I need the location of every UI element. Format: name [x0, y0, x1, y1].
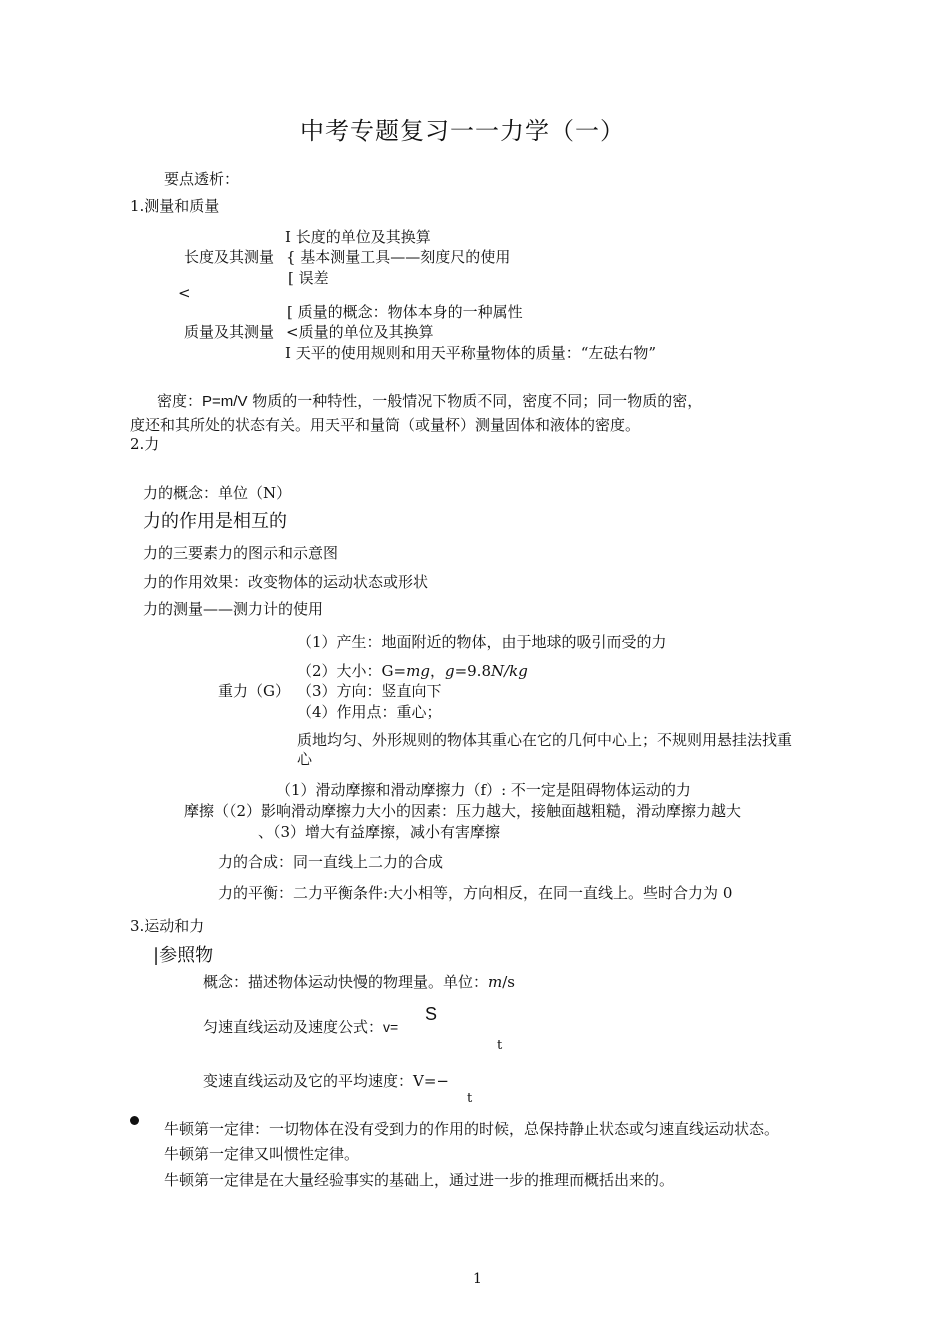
density-line: [157, 392, 702, 411]
speed-concept: [203, 973, 515, 991]
uniform-v: v=: [383, 1019, 399, 1035]
friction-item-3: 、（3）增大有益摩擦，减小有害摩擦: [258, 823, 501, 841]
variable-v: V=−: [413, 1072, 449, 1090]
variable-motion-label: 变速直线运动及它的平均速度：: [203, 1072, 414, 1090]
bullet-icon: [130, 1116, 139, 1125]
length-tool-item: { 基本测量工具——刻度尺的使用: [286, 248, 511, 266]
formula-unit: N/kg: [491, 662, 528, 680]
mass-unit-item: <质量的单位及其换算: [286, 323, 434, 341]
length-unit-item: I 长度的单位及其换算: [285, 228, 431, 246]
gravity-origin: （1）产生：地面附近的物体，由于地球的吸引而受的力: [297, 633, 667, 651]
section3-heading: 3.运动和力: [130, 917, 205, 935]
formula-t-1: t: [497, 1038, 503, 1053]
gravity-magnitude: [297, 662, 528, 680]
section1-heading: 1.测量和质量: [130, 197, 220, 215]
gravity-center-note-end: 心: [297, 750, 313, 768]
gravity-direction: （3）方向：竖直向下: [297, 682, 442, 700]
brace-mark: <: [178, 284, 191, 302]
force-balance: 力的平衡：二力平衡条件:大小相等，方向相反，在同一直线上。些时合力为 0: [218, 884, 733, 902]
mass-label: 质量及其测量: [184, 323, 275, 341]
formula-g: g: [444, 662, 455, 680]
gravity-point: （4）作用点：重心；: [297, 703, 442, 721]
density-text-2: 度还和其所处的状态有关。用天平和量筒（或量杯）测量固体和液体的密度。: [130, 416, 641, 434]
gravity-magnitude-label: （2）大小：G=: [297, 662, 407, 680]
friction-item-2: 摩擦（（2）影响滑动摩擦力大小的因素：压力越大，接触面越粗糙，滑动摩擦力越大: [184, 802, 742, 820]
page-number: 1: [473, 1271, 482, 1287]
reference-object: |参照物: [153, 945, 214, 966]
speed-unit-m: m: [488, 973, 503, 991]
speed-concept-text: 概念：描述物体运动快慢的物理量。单位：: [203, 973, 489, 991]
newton-law-2: 牛顿第一定律又叫惯性定律。: [164, 1145, 360, 1163]
page-title: 中考专题复习一一力学（一）: [300, 117, 625, 145]
length-label: 长度及其测量: [184, 248, 275, 266]
intro-label: 要点透析：: [164, 170, 240, 188]
length-error-item: [ 误差: [288, 269, 329, 287]
newton-law-1: 牛顿第一定律：一切物体在没有受到力的作用的时候，总保持静止状态或匀速直线运动状态。: [164, 1120, 780, 1138]
gravity-label: 重力（G）: [218, 682, 290, 700]
uniform-motion: [203, 1018, 398, 1036]
force-three-elements: 力的三要素力的图示和示意图: [143, 544, 339, 562]
formula-t-2: t: [467, 1091, 473, 1106]
section2-heading: 2.力: [130, 435, 160, 453]
force-mutual: 力的作用是相互的: [143, 511, 287, 532]
formula-s: S: [425, 1004, 438, 1024]
force-concept: 力的概念：单位（N）: [143, 484, 292, 502]
newton-law-3: 牛顿第一定律是在大量经验事实的基础上，通过进一步的推理而概括出来的。: [164, 1171, 675, 1189]
formula-comma: ，: [429, 662, 445, 680]
speed-unit-s: /s: [502, 973, 516, 991]
variable-motion: [203, 1072, 449, 1090]
friction-item-1: （1）滑动摩擦和滑动摩擦力（f）: 不一定是阻碍物体运动的力: [276, 781, 691, 799]
mass-balance-item: I 天平的使用规则和用天平称量物体的质量：“左砝右物”: [285, 344, 657, 362]
density-prefix: 密度：: [157, 392, 203, 410]
force-measure: 力的测量——测力计的使用: [143, 600, 324, 618]
formula-mg: mg: [406, 662, 430, 680]
density-text: 物质的一种特性，一般情况下物质不同，密度不同；同一物质的密，: [252, 392, 703, 410]
uniform-motion-label: 匀速直线运动及速度公式：: [203, 1018, 384, 1036]
gravity-center-note: 质地均匀、外形规则的物体其重心在它的几何中心上；不规则用悬挂法找重: [297, 731, 793, 749]
force-composition: 力的合成：同一直线上二力的合成: [218, 853, 444, 871]
mass-concept-item: [ 质量的概念：物体本身的一种属性: [287, 303, 523, 321]
density-formula: P=m/V: [202, 393, 248, 410]
force-effect: 力的作用效果：改变物体的运动状态或形状: [143, 573, 429, 591]
formula-value: =9.8: [454, 662, 491, 680]
